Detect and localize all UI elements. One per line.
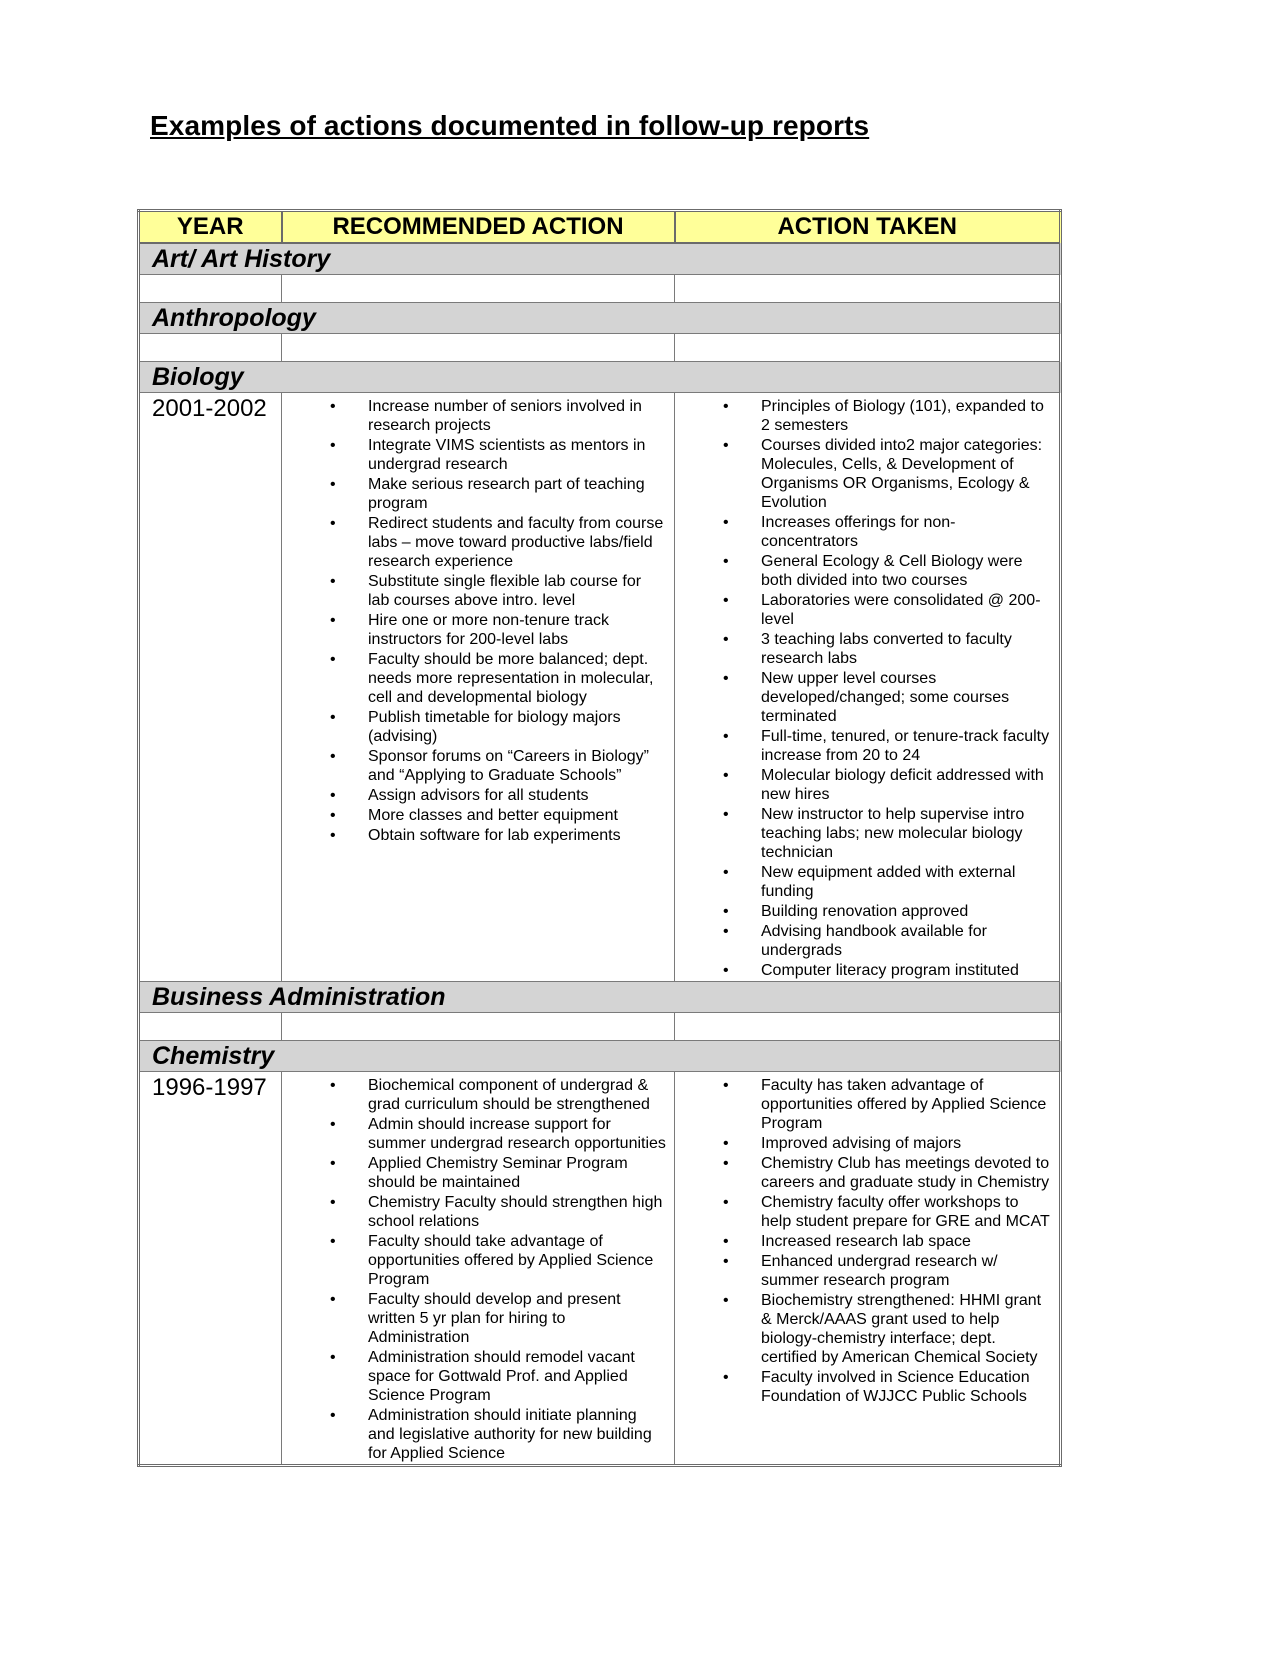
list-item: • Obtain software for lab experiments: [282, 826, 674, 845]
empty-row: [139, 1013, 1061, 1041]
department-name: Art/ Art History: [139, 243, 1061, 275]
list-item: • Integrate VIMS scientists as mentors in undergrad research: [282, 436, 674, 474]
recommended-action-cell: [282, 393, 675, 982]
list-item: • Make serious research part of teaching program: [282, 475, 674, 513]
empty-cell: [675, 1013, 1061, 1041]
table-row: [139, 1072, 1061, 1466]
list-item: • Increase number of seniors involved in research projects: [282, 397, 674, 435]
list-item: • Administration should remodel vacant space for Gottwald Prof. and Applied Science Program: [282, 1348, 674, 1405]
list-item: • Faculty has taken advantage of opportunities offered by Applied Science Program: [675, 1076, 1059, 1133]
list-item: • Admin should increase support for summer undergrad research opportunities: [282, 1115, 674, 1153]
empty-cell: [675, 275, 1061, 303]
department-name: Biology: [139, 362, 1061, 393]
page-title: Examples of actions documented in follow-up reports: [150, 110, 870, 141]
list-item: • Biochemistry strengthened: HHMI grant & Merck/AAAS grant used to help biology-chemistry interface; dept. certified by American Chemical Society: [675, 1291, 1059, 1367]
list-item: • Increases offerings for non-concentrators: [675, 513, 1059, 551]
list-item: • More classes and better equipment: [282, 806, 674, 825]
list-item: • Administration should initiate planning and legislative authority for new building for Applied Science: [282, 1406, 674, 1463]
action-taken-list: [675, 397, 1059, 980]
list-item: • Faculty should be more balanced; dept. needs more representation in molecular, cell and developmental biology: [282, 650, 674, 707]
empty-cell: [675, 334, 1061, 362]
recommended-action-cell: [282, 1072, 675, 1466]
department-name: Anthropology: [139, 303, 1061, 334]
department-row-anthropology: [139, 303, 1061, 334]
empty-cell: [139, 334, 282, 362]
list-item: • Computer literacy program instituted: [675, 961, 1059, 980]
list-item: • New equipment added with external funding: [675, 863, 1059, 901]
list-item: • Advising handbook available for undergrads: [675, 922, 1059, 960]
department-row-biology: [139, 362, 1061, 393]
list-item: • Building renovation approved: [675, 902, 1059, 921]
list-item: • Faculty should develop and present written 5 yr plan for hiring to Administration: [282, 1290, 674, 1347]
list-item: • New instructor to help supervise intro teaching labs; new molecular biology technician: [675, 805, 1059, 862]
header-recommended-action: RECOMMENDED ACTION: [282, 211, 675, 244]
list-item: • Chemistry Club has meetings devoted to careers and graduate study in Chemistry: [675, 1154, 1059, 1192]
list-item: • New upper level courses developed/changed; some courses terminated: [675, 669, 1059, 726]
list-item: • Increased research lab space: [675, 1232, 1059, 1251]
table-row: [139, 393, 1061, 982]
department-name: Chemistry: [139, 1041, 1061, 1072]
list-item: • Improved advising of majors: [675, 1134, 1059, 1153]
list-item: • Hire one or more non-tenure track instructors for 200-level labs: [282, 611, 674, 649]
list-item: • Full-time, tenured, or tenure-track faculty increase from 20 to 24: [675, 727, 1059, 765]
table-header-row: [139, 211, 1061, 244]
action-taken-cell: [675, 393, 1061, 982]
list-item: • Applied Chemistry Seminar Program should be maintained: [282, 1154, 674, 1192]
actions-table: [137, 209, 1062, 1467]
department-row-art-art-history: [139, 243, 1061, 275]
list-item: • Sponsor forums on “Careers in Biology” and “Applying to Graduate Schools”: [282, 747, 674, 785]
header-action-taken: ACTION TAKEN: [675, 211, 1061, 244]
action-taken-list: [675, 1076, 1059, 1406]
list-item: • Publish timetable for biology majors (advising): [282, 708, 674, 746]
department-row-business-administration: [139, 982, 1061, 1013]
list-item: • Faculty should take advantage of opportunities offered by Applied Science Program: [282, 1232, 674, 1289]
list-item: • Courses divided into2 major categories: Molecules, Cells, & Development of Organisms OR Organisms, Ecology & Evolution: [675, 436, 1059, 512]
empty-row: [139, 334, 1061, 362]
list-item: • Faculty involved in Science Education Foundation of WJJCC Public Schools: [675, 1368, 1059, 1406]
list-item: • Molecular biology deficit addressed with new hires: [675, 766, 1059, 804]
empty-cell: [139, 1013, 282, 1041]
recommended-action-list: [282, 1076, 674, 1463]
list-item: • Chemistry Faculty should strengthen high school relations: [282, 1193, 674, 1231]
list-item: • Principles of Biology (101), expanded to 2 semesters: [675, 397, 1059, 435]
list-item: • Redirect students and faculty from course labs – move toward productive labs/field research experience: [282, 514, 674, 571]
department-row-chemistry: [139, 1041, 1061, 1072]
list-item: • Laboratories were consolidated @ 200-level: [675, 591, 1059, 629]
empty-cell: [282, 334, 675, 362]
list-item: • Assign advisors for all students: [282, 786, 674, 805]
year-cell: 2001-2002: [139, 393, 282, 982]
empty-cell: [282, 275, 675, 303]
header-year: YEAR: [139, 211, 282, 244]
empty-row: [139, 275, 1061, 303]
list-item: • Substitute single flexible lab course for lab courses above intro. level: [282, 572, 674, 610]
recommended-action-list: [282, 397, 674, 845]
list-item: • Chemistry faculty offer workshops to help student prepare for GRE and MCAT: [675, 1193, 1059, 1231]
empty-cell: [282, 1013, 675, 1041]
empty-cell: [139, 275, 282, 303]
action-taken-cell: [675, 1072, 1061, 1466]
department-name: Business Administration: [139, 982, 1061, 1013]
list-item: • Enhanced undergrad research w/ summer research program: [675, 1252, 1059, 1290]
list-item: • 3 teaching labs converted to faculty research labs: [675, 630, 1059, 668]
list-item: • General Ecology & Cell Biology were both divided into two courses: [675, 552, 1059, 590]
list-item: • Biochemical component of undergrad & grad curriculum should be strengthened: [282, 1076, 674, 1114]
year-cell: 1996-1997: [139, 1072, 282, 1466]
